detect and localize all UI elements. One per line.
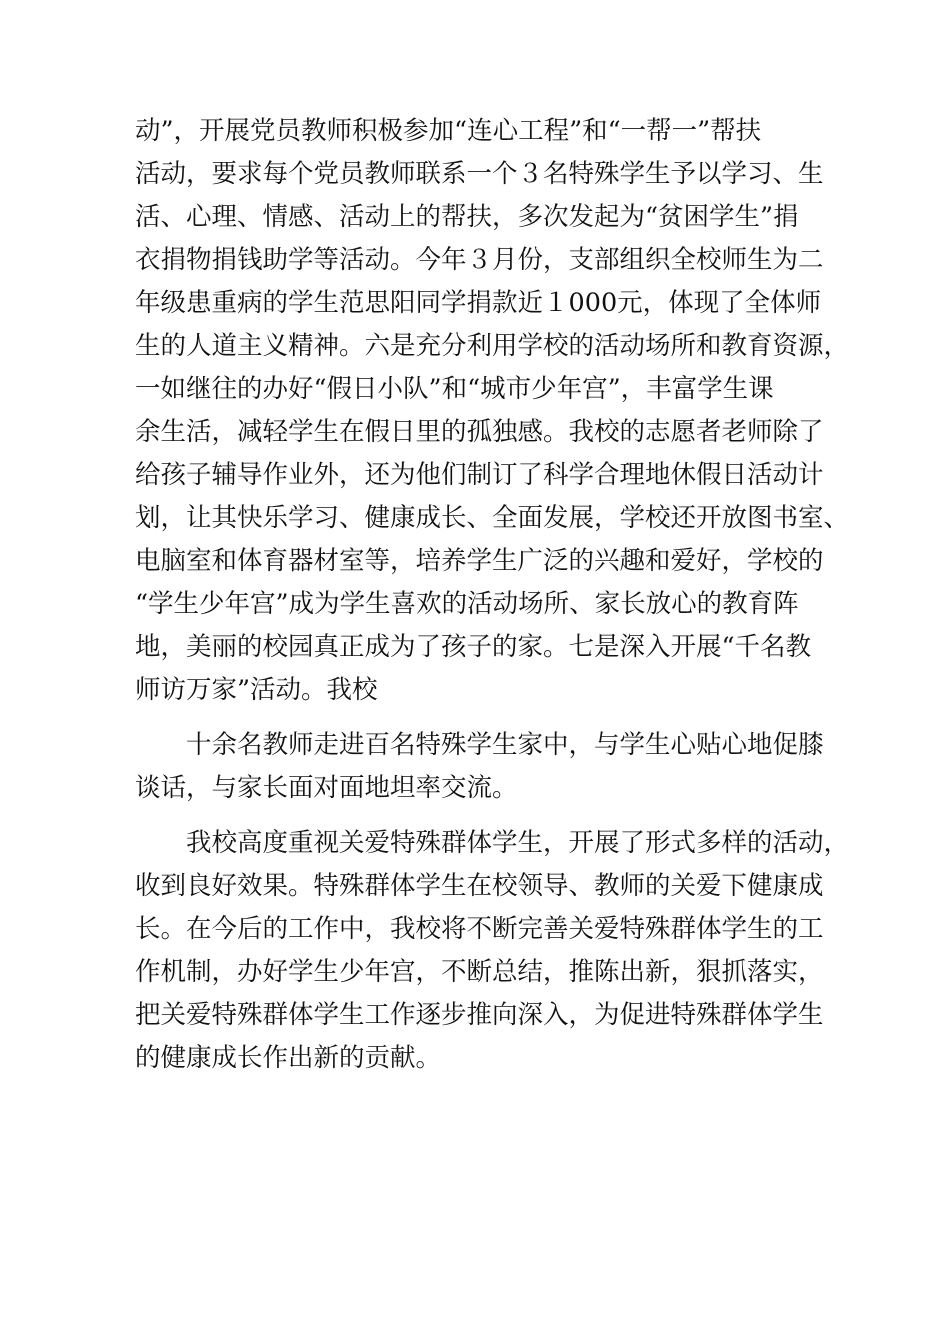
text-line: 一如继往的办好“假日小队”和“城市少年宫”，丰富学生课: [135, 374, 774, 404]
text-line: 年级患重病的学生范思阳同学捐款近１000元，体现了全体师: [135, 288, 822, 318]
text-line: 电脑室和体育器材室等，培养学生广泛的兴趣和爱好，学校的: [135, 546, 824, 576]
text-line: 余生活，减轻学生在假日里的孤独感。我校的志愿者老师除了: [135, 417, 824, 447]
paragraph-spacer: [135, 712, 835, 724]
text-line: 地，美丽的校园真正成为了孩子的家。七是深入开展“千名教: [135, 632, 812, 662]
text-line: 划，让其快乐学习、健康成长、全面发展，学校还开放图书室、: [135, 503, 850, 533]
text-line: 衣捐物捐钱助学等活动。今年３月份，支部组织全校师生为二: [135, 245, 824, 275]
text-line: “学生少年宫”成为学生喜欢的活动场所、家长放心的教育阵: [135, 589, 799, 619]
text-line: 收到良好效果。特殊群体学生在校领导、教师的关爱下健康成: [135, 871, 824, 901]
text-line: 给孩子辅导作业外，还为他们制订了科学合理地休假日活动计: [135, 460, 824, 490]
text-line: 活、心理、情感、活动上的帮扶，多次发起为“贫困学生”捐: [135, 202, 799, 232]
text-line: 生的人道主义精神。六是充分利用学校的活动场所和教育资源，: [135, 331, 850, 361]
text-line: 谈话，与家长面对面地坦率交流。: [135, 773, 518, 803]
text-line: 把关爱特殊群体学生工作逐步推向深入，为促进特殊群体学生: [135, 1000, 824, 1030]
text-line: 作机制，办好学生少年宫，不断总结，推陈出新，狠抓落实，: [135, 957, 824, 987]
text-line: 活动，要求每个党员教师联系一个３名特殊学生予以学习、生: [135, 159, 824, 189]
text-line: 十余名教师走进百名特殊学生家中，与学生心贴心地促膝: [186, 730, 824, 760]
text-line: 动”，开展党员教师积极参加“连心工程”和“一帮一”帮扶: [135, 116, 762, 146]
paragraph-3: [135, 822, 850, 1080]
paragraph-2: [135, 724, 835, 810]
text-line: 的健康成长作出新的贡献。: [135, 1043, 442, 1073]
paragraph-1: [135, 110, 850, 712]
text-line: 长。在今后的工作中，我校将不断完善关爱特殊群体学生的工: [135, 914, 824, 944]
paragraph-spacer: [135, 810, 835, 822]
text-line: 师访万家”活动。我校: [135, 675, 378, 705]
text-line: 我校高度重视关爱特殊群体学生，开展了形式多样的活动，: [186, 828, 850, 858]
document-body: [135, 110, 850, 1080]
